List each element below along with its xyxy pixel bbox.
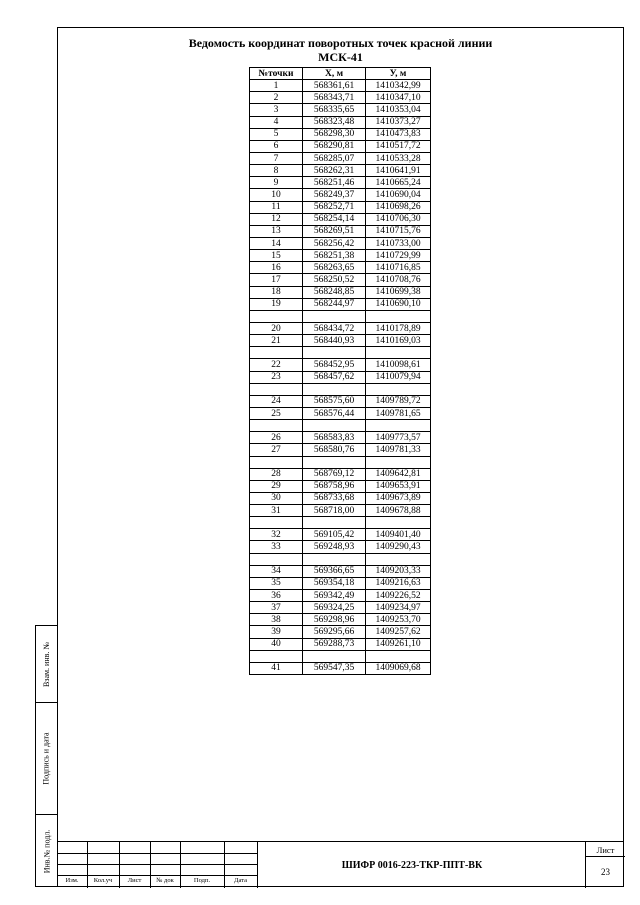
cell-y: 1409773,57 bbox=[366, 432, 431, 444]
stamp-label-izm: Изм. bbox=[65, 877, 79, 884]
cell-point-number bbox=[250, 310, 303, 322]
cell-y: 1410079,94 bbox=[366, 371, 431, 383]
cell-x: 568576,44 bbox=[303, 407, 366, 419]
cell-x: 568343,71 bbox=[303, 92, 366, 104]
cell-x: 568244,97 bbox=[303, 298, 366, 310]
cell-point-number: 22 bbox=[250, 359, 303, 371]
cell-point-number bbox=[250, 517, 303, 529]
cell-point-number: 38 bbox=[250, 614, 303, 626]
cell-x: 569354,18 bbox=[303, 577, 366, 589]
document-subtitle: МСК-41 bbox=[318, 50, 363, 64]
cell-x: 569298,96 bbox=[303, 614, 366, 626]
stamp-label-data: Дата bbox=[234, 877, 247, 884]
table-body bbox=[250, 80, 431, 675]
table-row bbox=[250, 80, 431, 92]
table-row bbox=[250, 152, 431, 164]
cell-x: 568758,96 bbox=[303, 480, 366, 492]
table-row bbox=[250, 614, 431, 626]
sheet-label: Лист bbox=[586, 843, 625, 857]
cell-point-number: 13 bbox=[250, 225, 303, 237]
cell-point-number: 6 bbox=[250, 140, 303, 152]
table-row bbox=[250, 407, 431, 419]
cell-y: 1410698,26 bbox=[366, 201, 431, 213]
cell-x: 568248,85 bbox=[303, 286, 366, 298]
cell-point-number: 1 bbox=[250, 80, 303, 92]
cell-point-number: 33 bbox=[250, 541, 303, 553]
title-block-grid bbox=[57, 842, 257, 888]
cell-y: 1410347,10 bbox=[366, 92, 431, 104]
cell-x: 568256,42 bbox=[303, 237, 366, 249]
table-row bbox=[250, 189, 431, 201]
table-row bbox=[250, 505, 431, 517]
cell-point-number: 31 bbox=[250, 505, 303, 517]
cell-point-number: 8 bbox=[250, 165, 303, 177]
cell-point-number: 10 bbox=[250, 189, 303, 201]
header-x: X, м bbox=[303, 68, 366, 80]
cell-y: 1409290,43 bbox=[366, 541, 431, 553]
table-spacer-row bbox=[250, 553, 431, 565]
cell-point-number: 4 bbox=[250, 116, 303, 128]
cell-y: 1410098,61 bbox=[366, 359, 431, 371]
table-row bbox=[250, 480, 431, 492]
table-row bbox=[250, 213, 431, 225]
stamp-label-podp: Подп. bbox=[193, 877, 211, 884]
cell-y: 1410533,28 bbox=[366, 152, 431, 164]
stamp-label-ndok: № док bbox=[156, 877, 174, 884]
cell-x: 568251,46 bbox=[303, 177, 366, 189]
sheet-box bbox=[585, 842, 624, 888]
cell-point-number: 3 bbox=[250, 104, 303, 116]
cell-point-number: 5 bbox=[250, 128, 303, 140]
cell-y: 1409653,91 bbox=[366, 480, 431, 492]
cell-y bbox=[366, 420, 431, 432]
cell-x: 568250,52 bbox=[303, 274, 366, 286]
cell-y: 1410373,27 bbox=[366, 116, 431, 128]
cell-x: 568335,65 bbox=[303, 104, 366, 116]
cell-x: 568254,14 bbox=[303, 213, 366, 225]
cell-point-number bbox=[250, 456, 303, 468]
cell-x: 568769,12 bbox=[303, 468, 366, 480]
cell-x: 569248,93 bbox=[303, 541, 366, 553]
cell-x bbox=[303, 383, 366, 395]
cell-x: 568361,61 bbox=[303, 80, 366, 92]
cell-y: 1409678,88 bbox=[366, 505, 431, 517]
cell-x: 568575,60 bbox=[303, 395, 366, 407]
cell-y: 1410716,85 bbox=[366, 262, 431, 274]
cell-point-number: 16 bbox=[250, 262, 303, 274]
cell-x bbox=[303, 347, 366, 359]
table-row bbox=[250, 590, 431, 602]
cell-y: 1410690,04 bbox=[366, 189, 431, 201]
cell-y: 1409642,81 bbox=[366, 468, 431, 480]
cell-x: 568580,76 bbox=[303, 444, 366, 456]
table-row bbox=[250, 92, 431, 104]
table-row bbox=[250, 128, 431, 140]
cell-x bbox=[303, 553, 366, 565]
cell-x: 568583,83 bbox=[303, 432, 366, 444]
cell-y: 1410733,00 bbox=[366, 237, 431, 249]
cell-y: 1409781,65 bbox=[366, 407, 431, 419]
cell-x: 568263,65 bbox=[303, 262, 366, 274]
cell-y bbox=[366, 383, 431, 395]
cell-x: 568452,95 bbox=[303, 359, 366, 371]
cell-y: 1410641,91 bbox=[366, 165, 431, 177]
cell-x: 568440,93 bbox=[303, 335, 366, 347]
table-row bbox=[250, 104, 431, 116]
table-row bbox=[250, 262, 431, 274]
table-row bbox=[250, 395, 431, 407]
cell-point-number: 26 bbox=[250, 432, 303, 444]
cell-x: 569324,25 bbox=[303, 602, 366, 614]
cell-point-number: 2 bbox=[250, 92, 303, 104]
cell-x: 568285,07 bbox=[303, 152, 366, 164]
header-point-number: №точки bbox=[250, 68, 303, 80]
cell-y bbox=[366, 347, 431, 359]
cell-y: 1410178,89 bbox=[366, 322, 431, 334]
side-stamp bbox=[35, 625, 57, 887]
cell-y: 1410706,30 bbox=[366, 213, 431, 225]
table-row bbox=[250, 140, 431, 152]
document-code bbox=[257, 842, 640, 888]
table-row bbox=[250, 165, 431, 177]
table-row bbox=[250, 298, 431, 310]
cell-x: 568249,37 bbox=[303, 189, 366, 201]
cell-point-number: 40 bbox=[250, 638, 303, 650]
cell-y: 1409261,10 bbox=[366, 638, 431, 650]
side-stamp-inv-label: Инв.№ подл. bbox=[42, 829, 51, 873]
cell-y: 1410699,38 bbox=[366, 286, 431, 298]
cell-point-number: 9 bbox=[250, 177, 303, 189]
table-row bbox=[250, 201, 431, 213]
cell-y: 1410353,04 bbox=[366, 104, 431, 116]
side-stamp-podpis-label: Подпись и дата bbox=[42, 732, 51, 785]
cell-x: 568323,48 bbox=[303, 116, 366, 128]
table-row bbox=[250, 286, 431, 298]
cell-y: 1410715,76 bbox=[366, 225, 431, 237]
sheet-number: 23 bbox=[601, 867, 610, 877]
cell-point-number: 36 bbox=[250, 590, 303, 602]
document-code-text: ШИФР 0016-223-ТКР-ППТ-ВК bbox=[341, 859, 483, 871]
table-row bbox=[250, 432, 431, 444]
table-row bbox=[250, 116, 431, 128]
side-stamp-vzam bbox=[36, 626, 57, 703]
cell-y bbox=[366, 517, 431, 529]
table-row bbox=[250, 359, 431, 371]
cell-x: 568269,51 bbox=[303, 225, 366, 237]
cell-point-number: 25 bbox=[250, 407, 303, 419]
table-header-row bbox=[250, 68, 431, 80]
cell-x: 569342,49 bbox=[303, 590, 366, 602]
cell-x: 568290,81 bbox=[303, 140, 366, 152]
table-spacer-row bbox=[250, 420, 431, 432]
table-row bbox=[250, 225, 431, 237]
cell-y: 1410473,83 bbox=[366, 128, 431, 140]
cell-y: 1409216,63 bbox=[366, 577, 431, 589]
coordinates-table bbox=[249, 67, 431, 675]
cell-x: 568252,71 bbox=[303, 201, 366, 213]
table-row bbox=[250, 177, 431, 189]
table-row bbox=[250, 468, 431, 480]
cell-point-number: 32 bbox=[250, 529, 303, 541]
header-y: У, м bbox=[366, 68, 431, 80]
table-spacer-row bbox=[250, 383, 431, 395]
cell-y: 1410517,72 bbox=[366, 140, 431, 152]
cell-point-number: 21 bbox=[250, 335, 303, 347]
cell-point-number: 20 bbox=[250, 322, 303, 334]
stamp-label-list: Лист bbox=[127, 877, 142, 884]
cell-point-number bbox=[250, 420, 303, 432]
table-row bbox=[250, 250, 431, 262]
cell-point-number: 41 bbox=[250, 662, 303, 674]
cell-point-number: 30 bbox=[250, 492, 303, 504]
cell-point-number: 39 bbox=[250, 626, 303, 638]
table-spacer-row bbox=[250, 310, 431, 322]
cell-y: 1409257,62 bbox=[366, 626, 431, 638]
cell-point-number: 7 bbox=[250, 152, 303, 164]
cell-y: 1410708,76 bbox=[366, 274, 431, 286]
table-row bbox=[250, 371, 431, 383]
cell-x: 569295,66 bbox=[303, 626, 366, 638]
cell-y: 1409781,33 bbox=[366, 444, 431, 456]
cell-y: 1409203,33 bbox=[366, 565, 431, 577]
cell-x: 568718,00 bbox=[303, 505, 366, 517]
table-row bbox=[250, 541, 431, 553]
cell-x bbox=[303, 517, 366, 529]
cell-point-number: 29 bbox=[250, 480, 303, 492]
cell-x bbox=[303, 420, 366, 432]
cell-y: 1409226,52 bbox=[366, 590, 431, 602]
table-row bbox=[250, 274, 431, 286]
table-spacer-row bbox=[250, 456, 431, 468]
cell-x: 569288,73 bbox=[303, 638, 366, 650]
table-row bbox=[250, 638, 431, 650]
side-stamp-podpis bbox=[36, 703, 57, 815]
cell-x: 569366,65 bbox=[303, 565, 366, 577]
table-row bbox=[250, 322, 431, 334]
table-row bbox=[250, 565, 431, 577]
cell-x: 568733,68 bbox=[303, 492, 366, 504]
table-row bbox=[250, 335, 431, 347]
cell-x bbox=[303, 456, 366, 468]
table-spacer-row bbox=[250, 517, 431, 529]
cell-point-number: 27 bbox=[250, 444, 303, 456]
cell-point-number: 34 bbox=[250, 565, 303, 577]
cell-y bbox=[366, 650, 431, 662]
side-stamp-inv bbox=[36, 815, 57, 887]
cell-point-number: 12 bbox=[250, 213, 303, 225]
side-stamp-vzam-label: Взам. инв. № bbox=[42, 641, 51, 687]
cell-point-number bbox=[250, 553, 303, 565]
cell-y bbox=[366, 553, 431, 565]
cell-point-number: 15 bbox=[250, 250, 303, 262]
table-row bbox=[250, 662, 431, 674]
title-block bbox=[57, 841, 624, 887]
cell-y: 1409069,68 bbox=[366, 662, 431, 674]
cell-point-number: 11 bbox=[250, 201, 303, 213]
table-row bbox=[250, 602, 431, 614]
cell-point-number bbox=[250, 650, 303, 662]
cell-y: 1410729,99 bbox=[366, 250, 431, 262]
cell-point-number: 35 bbox=[250, 577, 303, 589]
cell-x: 569105,42 bbox=[303, 529, 366, 541]
cell-x bbox=[303, 650, 366, 662]
cell-y: 1410665,24 bbox=[366, 177, 431, 189]
cell-y: 1409789,72 bbox=[366, 395, 431, 407]
cell-point-number: 37 bbox=[250, 602, 303, 614]
cell-point-number: 23 bbox=[250, 371, 303, 383]
table-row bbox=[250, 444, 431, 456]
cell-point-number: 28 bbox=[250, 468, 303, 480]
cell-x: 568434,72 bbox=[303, 322, 366, 334]
cell-y bbox=[366, 456, 431, 468]
cell-y: 1409234,97 bbox=[366, 602, 431, 614]
cell-y bbox=[366, 310, 431, 322]
document-title: Ведомость координат поворотных точек красной линии bbox=[188, 36, 493, 50]
cell-point-number: 18 bbox=[250, 286, 303, 298]
table-spacer-row bbox=[250, 347, 431, 359]
table-row bbox=[250, 492, 431, 504]
table-row bbox=[250, 577, 431, 589]
cell-point-number bbox=[250, 383, 303, 395]
stamp-label-koluch: Кол.уч bbox=[93, 877, 113, 884]
cell-y: 1410690,10 bbox=[366, 298, 431, 310]
cell-point-number: 24 bbox=[250, 395, 303, 407]
cell-x: 568251,38 bbox=[303, 250, 366, 262]
cell-x: 568262,31 bbox=[303, 165, 366, 177]
cell-point-number: 19 bbox=[250, 298, 303, 310]
cell-point-number: 14 bbox=[250, 237, 303, 249]
table-spacer-row bbox=[250, 650, 431, 662]
cell-x: 569547,35 bbox=[303, 662, 366, 674]
cell-y: 1410342,99 bbox=[366, 80, 431, 92]
cell-x: 568457,62 bbox=[303, 371, 366, 383]
cell-point-number: 17 bbox=[250, 274, 303, 286]
table-row bbox=[250, 237, 431, 249]
table-row bbox=[250, 626, 431, 638]
table-row bbox=[250, 529, 431, 541]
cell-y: 1410169,03 bbox=[366, 335, 431, 347]
cell-y: 1409401,40 bbox=[366, 529, 431, 541]
cell-x bbox=[303, 310, 366, 322]
cell-point-number bbox=[250, 347, 303, 359]
cell-y: 1409253,70 bbox=[366, 614, 431, 626]
cell-y: 1409673,89 bbox=[366, 492, 431, 504]
cell-x: 568298,30 bbox=[303, 128, 366, 140]
